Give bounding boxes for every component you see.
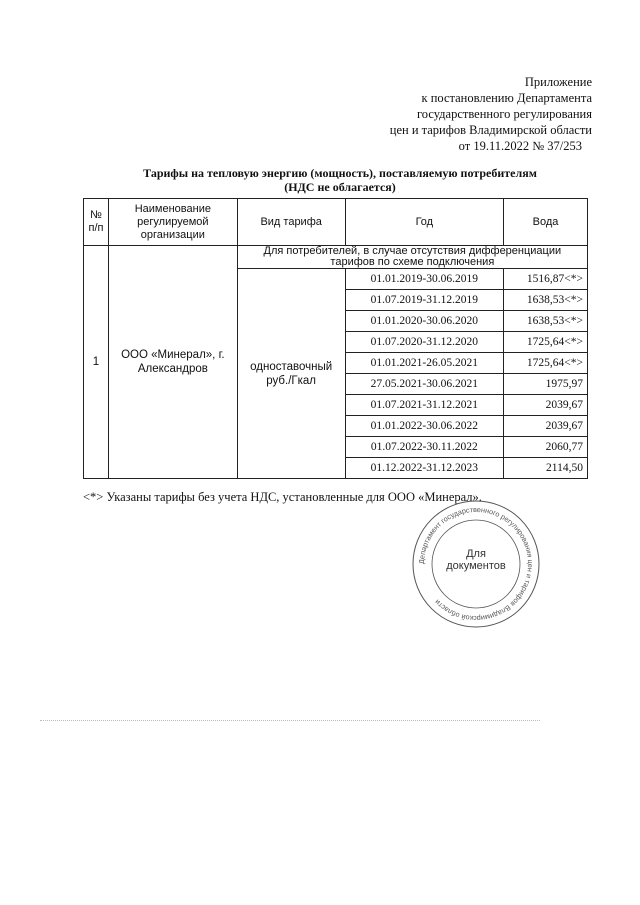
header-line-5: от 19.11.2022 № 37/253: [458, 139, 582, 153]
value-cell: 1516,87<*>: [504, 269, 588, 290]
stamp-center-line-2: документов: [446, 560, 506, 572]
value-cell: 2039,67: [504, 416, 588, 437]
period-cell: 01.01.2020-30.06.2020: [345, 311, 503, 332]
row-number: 1: [84, 246, 109, 479]
footnote: <*> Указаны тарифы без учета НДС, установленные для ООО «Минерал».: [83, 490, 482, 504]
value-cell: 1975,97: [504, 374, 588, 395]
tariff-table: [83, 198, 588, 479]
stamp-center-line-1: Для: [466, 548, 486, 560]
period-cell: 01.07.2022-30.11.2022: [345, 437, 503, 458]
tariff-kind: одноставочный руб./Гкал: [237, 269, 345, 479]
header-line-4: цен и тарифов Владимирской области: [389, 123, 592, 137]
period-cell: 01.01.2019-30.06.2019: [345, 269, 503, 290]
header-year: Год: [345, 199, 503, 246]
header-org: Наименование регулируемой организации: [108, 199, 237, 246]
stamp-center: [410, 548, 542, 572]
period-cell: 01.12.2022-31.12.2023: [345, 458, 503, 479]
header-line-1: Приложение: [524, 75, 592, 89]
consumer-subheader: Для потребителей, в случае отсутствия дифференциации тарифов по схеме подключения: [237, 246, 587, 269]
title-line-1: Тарифы на тепловую энергию (мощность), поставляемую потребителям: [143, 166, 537, 180]
period-cell: 01.01.2021-26.05.2021: [345, 353, 503, 374]
period-cell: 27.05.2021-30.06.2021: [345, 374, 503, 395]
header-line-3: государственного регулирования: [416, 107, 592, 121]
header-kind: Вид тарифа: [237, 199, 345, 246]
value-cell: 1725,64<*>: [504, 332, 588, 353]
scan-artifact-line: [40, 720, 540, 722]
header-num: № п/п: [84, 199, 109, 246]
header-water: Вода: [504, 199, 588, 246]
period-cell: 01.07.2021-31.12.2021: [345, 395, 503, 416]
document-title: [90, 166, 590, 194]
period-cell: 01.07.2019-31.12.2019: [345, 290, 503, 311]
header-line-2: к постановлению Департамента: [421, 91, 592, 105]
value-cell: 1638,53<*>: [504, 290, 588, 311]
value-cell: 2060,77: [504, 437, 588, 458]
stamp-ring-text: Департамент государственного регулирования цен и тарифов Владимирской области: [416, 504, 536, 624]
appendix-header: [390, 74, 592, 154]
period-cell: 01.07.2020-31.12.2020: [345, 332, 503, 353]
value-cell: 1725,64<*>: [504, 353, 588, 374]
period-cell: 01.01.2022-30.06.2022: [345, 416, 503, 437]
document-stamp: [410, 498, 542, 630]
table-header-row: [84, 199, 588, 246]
value-cell: 2039,67: [504, 395, 588, 416]
title-line-2: (НДС не облагается): [284, 180, 396, 194]
organization-name: ООО «Минерал», г. Александров: [108, 246, 237, 479]
subheader-row: [84, 246, 588, 269]
value-cell: 2114,50: [504, 458, 588, 479]
value-cell: 1638,53<*>: [504, 311, 588, 332]
